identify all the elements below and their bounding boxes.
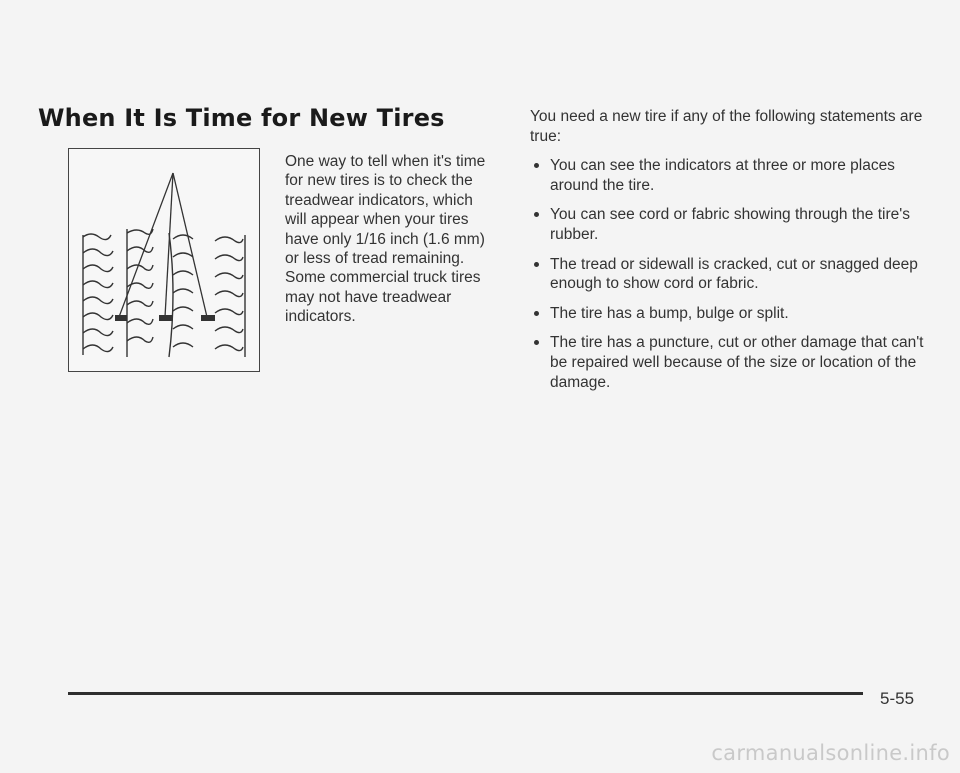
bullet-icon xyxy=(534,340,539,345)
tread-column-2 xyxy=(127,229,153,357)
tread-column-3 xyxy=(169,233,193,357)
tread-column-1 xyxy=(83,234,113,355)
bullet-icon xyxy=(534,262,539,267)
bullet-icon xyxy=(534,163,539,168)
wear-indicator-bars xyxy=(115,315,215,321)
statements-intro: You need a new tire if any of the following statements are true: xyxy=(530,108,923,145)
section-heading: When It Is Time for New Tires xyxy=(38,104,445,132)
indicator-arrows xyxy=(119,173,207,317)
page-number: 5-55 xyxy=(880,689,915,708)
tire-tread-icon xyxy=(69,149,259,371)
watermark-text: carmanualsonline.info xyxy=(711,741,950,765)
list-item: The tread or sidewall is cracked, cut or snagged deep enough to show cord or fabric. xyxy=(530,255,940,294)
footer-rule xyxy=(68,692,863,695)
bullet-icon xyxy=(534,311,539,316)
statements-list xyxy=(530,156,940,392)
tread-column-4 xyxy=(215,235,245,357)
list-item: The tire has a bump, bulge or split. xyxy=(530,304,940,324)
bullet-icon xyxy=(534,212,539,217)
tire-tread-illustration xyxy=(68,148,260,372)
list-item: You can see the indicators at three or more places around the tire. xyxy=(530,156,940,195)
list-item: The tire has a puncture, cut or other damage that can't be repaired well because of the size or location of the damage. xyxy=(530,333,940,392)
statements-section xyxy=(530,107,940,402)
intro-paragraph: One way to tell when it's time for new tires is to check the treadwear indicators, which will appear when your tires have only 1/16 inch (1.6 mm) or less of tread remaining. Some commercial truck tires may not have treadwear indicators. xyxy=(285,153,486,326)
list-item: You can see cord or fabric showing through the tire's rubber. xyxy=(530,205,940,244)
